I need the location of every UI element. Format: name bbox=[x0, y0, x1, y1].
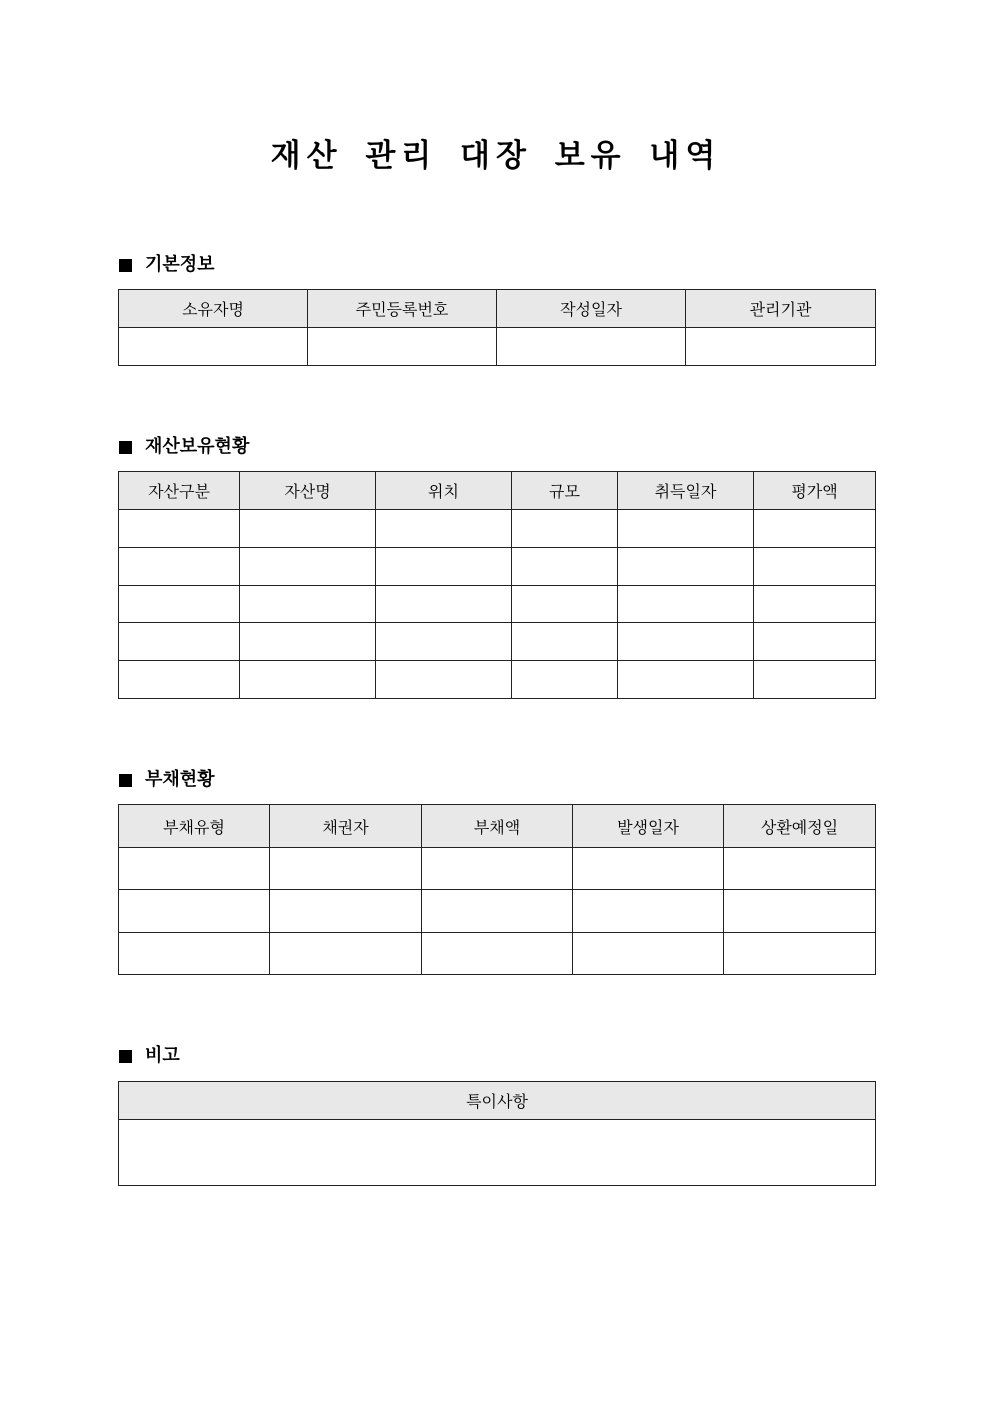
table-cell[interactable] bbox=[119, 661, 240, 699]
table-row bbox=[119, 548, 876, 586]
table-cell[interactable] bbox=[618, 548, 754, 586]
column-header: 위치 bbox=[376, 472, 512, 510]
table-cell[interactable] bbox=[422, 848, 573, 890]
remarks-table bbox=[118, 1081, 876, 1186]
table-header-row bbox=[119, 1082, 876, 1120]
table-cell[interactable] bbox=[512, 661, 618, 699]
assets-table bbox=[118, 471, 876, 699]
column-header: 채권자 bbox=[270, 805, 422, 848]
table-cell[interactable] bbox=[240, 586, 376, 623]
table-cell[interactable] bbox=[119, 586, 240, 623]
column-header: 관리기관 bbox=[686, 290, 876, 328]
column-header: 평가액 bbox=[754, 472, 876, 510]
table-cell[interactable] bbox=[119, 510, 240, 548]
column-header: 발생일자 bbox=[573, 805, 724, 848]
column-header: 규모 bbox=[512, 472, 618, 510]
table-cell[interactable] bbox=[376, 661, 512, 699]
table-cell[interactable] bbox=[376, 623, 512, 661]
table-row bbox=[119, 933, 876, 975]
table-row bbox=[119, 328, 876, 366]
table-cell[interactable] bbox=[512, 586, 618, 623]
table-cell[interactable] bbox=[376, 510, 512, 548]
table-cell[interactable] bbox=[119, 548, 240, 586]
table-row bbox=[119, 586, 876, 623]
column-header: 상환예정일 bbox=[724, 805, 876, 848]
table-cell[interactable] bbox=[240, 623, 376, 661]
table-cell[interactable] bbox=[754, 623, 876, 661]
table-cell[interactable] bbox=[754, 510, 876, 548]
table-row bbox=[119, 1120, 876, 1186]
section-heading-liabilities bbox=[119, 768, 215, 792]
section-heading-label: 부채현황 bbox=[145, 769, 215, 790]
table-row bbox=[119, 623, 876, 661]
section-heading-basic-info bbox=[119, 253, 215, 277]
table-cell[interactable] bbox=[270, 848, 422, 890]
table-cell[interactable] bbox=[573, 890, 724, 933]
section-heading-label: 기본정보 bbox=[145, 254, 215, 275]
table-row bbox=[119, 848, 876, 890]
square-bullet-icon bbox=[119, 259, 132, 272]
remarks-cell[interactable] bbox=[119, 1120, 876, 1186]
square-bullet-icon bbox=[119, 1050, 132, 1063]
table-cell[interactable] bbox=[686, 328, 876, 366]
table-cell[interactable] bbox=[754, 661, 876, 699]
table-cell[interactable] bbox=[724, 890, 876, 933]
table-cell[interactable] bbox=[119, 933, 270, 975]
table-cell[interactable] bbox=[119, 848, 270, 890]
table-cell[interactable] bbox=[724, 848, 876, 890]
table-cell[interactable] bbox=[754, 548, 876, 586]
table-cell[interactable] bbox=[422, 933, 573, 975]
table-cell[interactable] bbox=[240, 548, 376, 586]
table-cell[interactable] bbox=[512, 623, 618, 661]
table-cell[interactable] bbox=[270, 890, 422, 933]
table-cell[interactable] bbox=[376, 586, 512, 623]
section-heading-assets bbox=[119, 435, 249, 459]
table-cell[interactable] bbox=[573, 933, 724, 975]
table-cell[interactable] bbox=[618, 510, 754, 548]
table-cell[interactable] bbox=[119, 623, 240, 661]
table-cell[interactable] bbox=[376, 548, 512, 586]
basic-info-table bbox=[118, 289, 876, 366]
table-cell[interactable] bbox=[754, 586, 876, 623]
column-header: 부채액 bbox=[422, 805, 573, 848]
table-cell[interactable] bbox=[119, 328, 308, 366]
liabilities-table bbox=[118, 804, 876, 975]
column-header: 주민등록번호 bbox=[308, 290, 497, 328]
column-header: 소유자명 bbox=[119, 290, 308, 328]
table-cell[interactable] bbox=[724, 933, 876, 975]
table-cell[interactable] bbox=[240, 661, 376, 699]
table-cell[interactable] bbox=[270, 933, 422, 975]
table-row bbox=[119, 510, 876, 548]
table-header-row bbox=[119, 290, 876, 328]
table-cell[interactable] bbox=[618, 661, 754, 699]
table-cell[interactable] bbox=[512, 510, 618, 548]
column-header: 자산명 bbox=[240, 472, 376, 510]
column-header: 작성일자 bbox=[497, 290, 686, 328]
section-heading-remarks bbox=[119, 1044, 180, 1068]
table-cell[interactable] bbox=[618, 623, 754, 661]
table-cell[interactable] bbox=[618, 586, 754, 623]
table-cell[interactable] bbox=[497, 328, 686, 366]
column-header: 자산구분 bbox=[119, 472, 240, 510]
table-header-row bbox=[119, 472, 876, 510]
section-heading-label: 재산보유현황 bbox=[145, 436, 250, 457]
table-cell[interactable] bbox=[573, 848, 724, 890]
column-header: 특이사항 bbox=[119, 1082, 876, 1120]
column-header: 취득일자 bbox=[618, 472, 754, 510]
column-header: 부채유형 bbox=[119, 805, 270, 848]
table-row bbox=[119, 661, 876, 699]
table-row bbox=[119, 890, 876, 933]
table-cell[interactable] bbox=[422, 890, 573, 933]
page-title: 재산 관리 대장 보유 내역 bbox=[270, 138, 722, 174]
square-bullet-icon bbox=[119, 774, 132, 787]
table-cell[interactable] bbox=[512, 548, 618, 586]
table-cell[interactable] bbox=[119, 890, 270, 933]
square-bullet-icon bbox=[119, 441, 132, 454]
section-heading-label: 비고 bbox=[145, 1045, 180, 1066]
table-cell[interactable] bbox=[240, 510, 376, 548]
table-header-row bbox=[119, 805, 876, 848]
table-cell[interactable] bbox=[308, 328, 497, 366]
